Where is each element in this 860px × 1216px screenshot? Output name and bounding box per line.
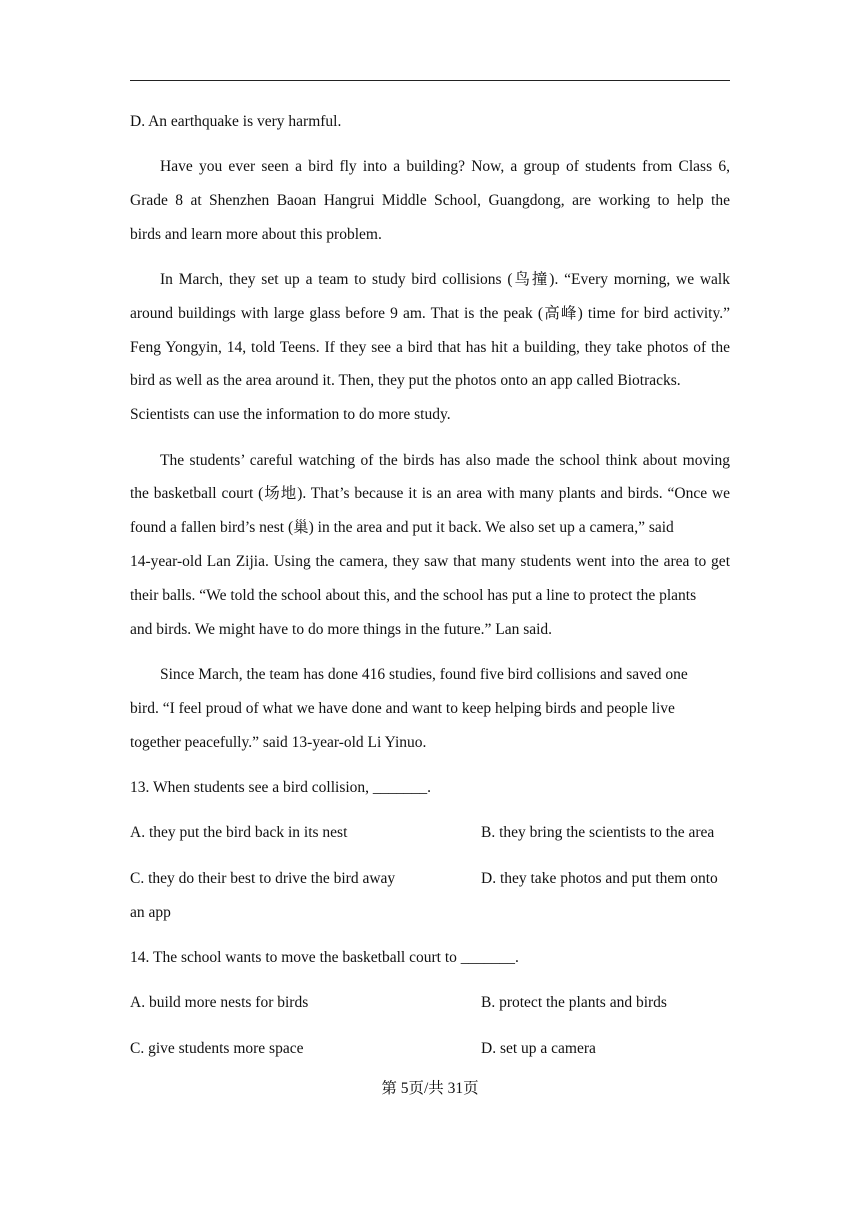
passage-p1-line: birds and learn more about this problem. [130, 226, 382, 243]
passage-p2-line: bird as well as the area around it. Then, they put the photos onto an app called Biotracks. [130, 372, 681, 389]
page-number-footer: 第 5页/共 31页 [381, 1080, 479, 1097]
passage-p3-line: and birds. We might have to do more things in the future.” Lan said. [130, 621, 553, 638]
question-13-option-a[interactable]: A. they put the bird back in its nest [130, 824, 348, 841]
passage-p1-line: Have you ever seen a bird fly into a building? Now, a group of students from Class 6, [160, 158, 730, 175]
passage-p3-line: the basketball court (场地). That’s because it is an area with many plants and birds. “Once we [130, 485, 730, 502]
passage-p2-line: around buildings with large glass before 9 am. That is the peak (高峰) time for bird activity.” [130, 305, 730, 322]
passage-p4-line: bird. “I feel proud of what we have done and want to keep helping birds and people live [130, 700, 675, 717]
question-13-option-d[interactable]: D. they take photos and put them onto [481, 870, 718, 887]
header-rule [130, 80, 730, 81]
question-13-option-d-continued: an app [130, 904, 171, 921]
passage-p3-line: 14-year-old Lan Zijia. Using the camera, they saw that many students went into the area to get [130, 553, 730, 570]
question-14-option-a[interactable]: A. build more nests for birds [130, 994, 309, 1011]
passage-p3-line: their balls. “We told the school about this, and the school has put a line to protect the plants [130, 587, 697, 604]
passage-p2-line: Scientists can use the information to do more study. [130, 406, 451, 423]
passage-p4-line: Since March, the team has done 416 studies, found five bird collisions and saved one [160, 666, 688, 683]
passage-p3-line: The students’ careful watching of the birds has also made the school think about moving [160, 452, 730, 469]
question-14-option-b[interactable]: B. protect the plants and birds [481, 994, 667, 1011]
question-14-option-c[interactable]: C. give students more space [130, 1040, 304, 1057]
question-13-stem: 13. When students see a bird collision, _______. [130, 779, 432, 796]
question-14-option-d[interactable]: D. set up a camera [481, 1040, 596, 1057]
passage-p1-line: Grade 8 at Shenzhen Baoan Hangrui Middle School, Guangdong, are working to help the [130, 192, 730, 209]
passage-p2-line: Feng Yongyin, 14, told Teens. If they see a bird that has hit a building, they take photos of the [130, 339, 730, 356]
question-13-option-c[interactable]: C. they do their best to drive the bird away [130, 870, 396, 887]
passage-p2-line: In March, they set up a team to study bird collisions (鸟撞). “Every morning, we walk [160, 271, 730, 288]
prev-option-d: D. An earthquake is very harmful. [130, 113, 342, 130]
question-14-stem: 14. The school wants to move the basketball court to _______. [130, 949, 519, 966]
question-13-option-b[interactable]: B. they bring the scientists to the area [481, 824, 715, 841]
passage-p3-line: found a fallen bird’s nest (巢) in the area and put it back. We also set up a camera,” said [130, 519, 674, 536]
passage-p4-line: together peacefully.” said 13-year-old Li Yinuo. [130, 734, 427, 751]
